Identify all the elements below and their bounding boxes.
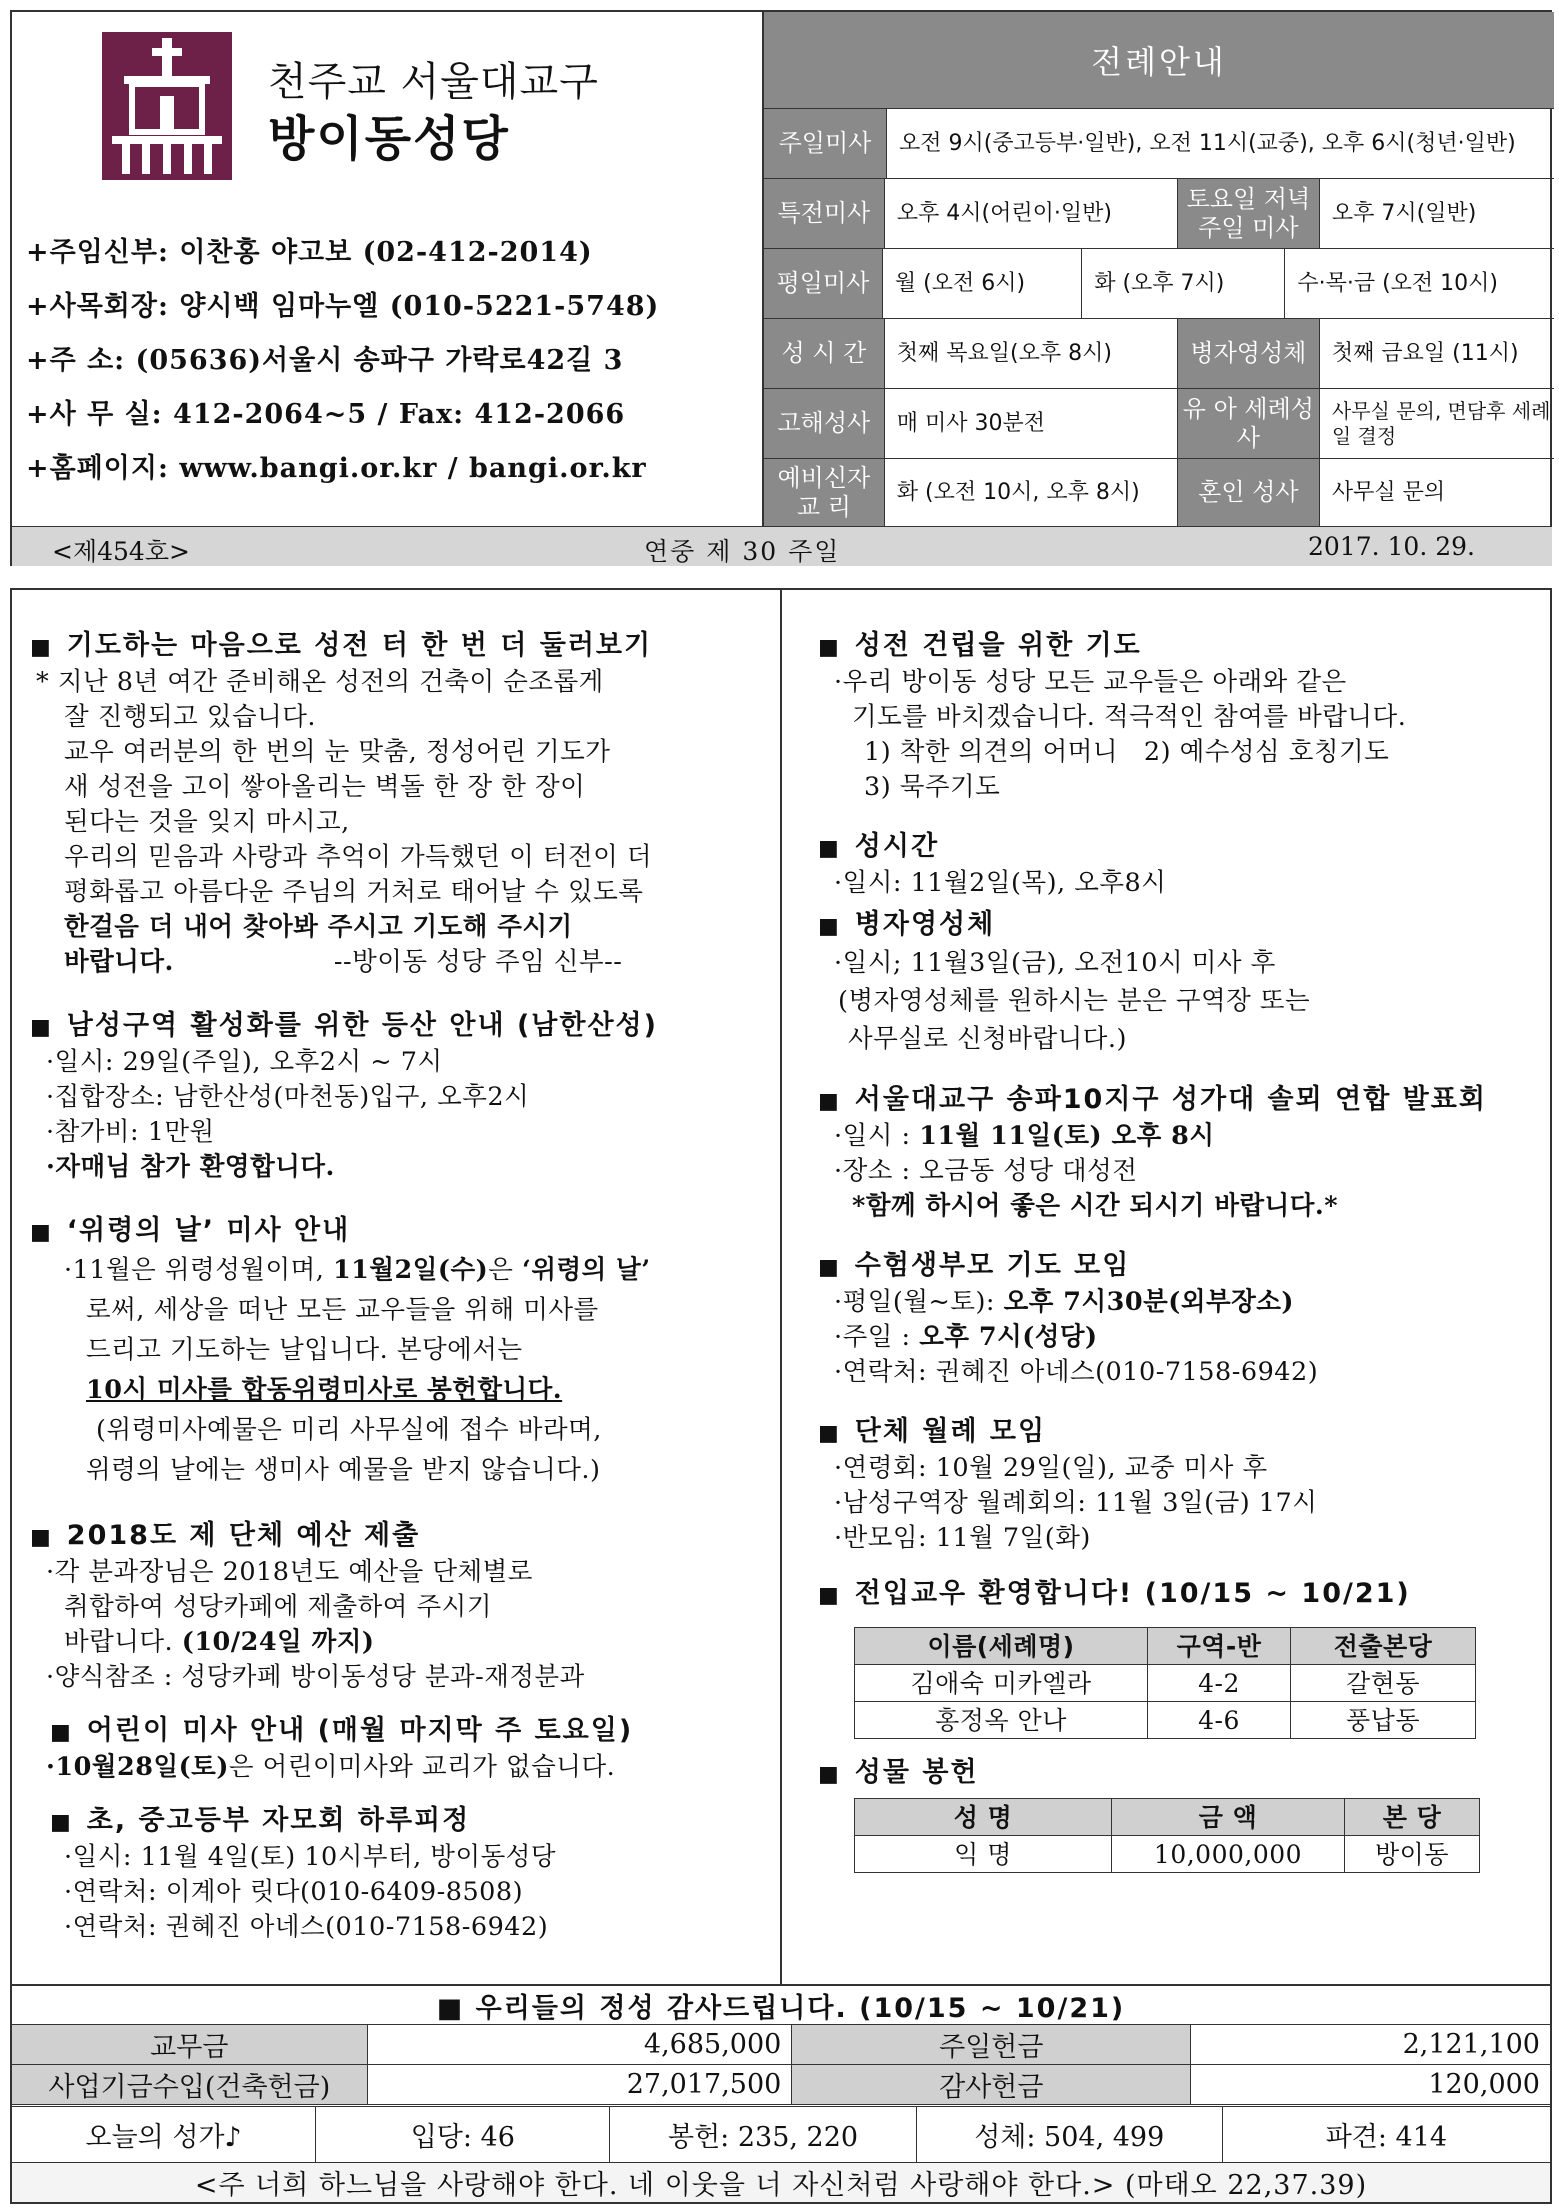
notice-site-visit-closing: 바랍니다.: [64, 947, 174, 977]
contact-address: +주 소: (05636)서울시 송파구 가락로42길 3: [26, 345, 624, 376]
donations-table: [854, 1798, 1480, 1873]
offerings-footer: [10, 1986, 1552, 2204]
confession-label: 고해성사: [764, 389, 885, 458]
sunday-collection-amount: 2,121,100: [1402, 2029, 1540, 2060]
all-souls-date: 11월2일(수): [332, 1255, 489, 1285]
notice-site-visit-bold-2: [30, 945, 770, 980]
newcomer-name: 김애숙 미카엘라: [855, 1665, 1148, 1702]
weekday-mass-row: [764, 248, 1554, 318]
contact-office: +사 무 실: 412-2064~5 / Fax: 412-2066: [26, 399, 626, 430]
catechumen-row: [764, 458, 1554, 526]
notice-title-all-souls: ■ ‘위령의 날’ 미사 안내: [30, 1213, 770, 1250]
notice-retreat-line-2: ·연락처: 권혜진 아네스(010-7158-6942): [64, 1912, 549, 1942]
table-row: [855, 1702, 1476, 1739]
notice-title-monthly-meetings: ■ 단체 월례 모임: [818, 1414, 1543, 1451]
notice-title-newcomers: ■ 전입교우 환영합니다! (10/15 ~ 10/21): [818, 1576, 1543, 1613]
notice-title-choir-concert: ■ 서울대교구 송파10지구 성가대 솔뫼 연합 발표회: [818, 1082, 1543, 1119]
notice-title-budget: ■ 2018도 제 단체 예산 제출: [30, 1518, 770, 1555]
confession-time: 매 미사 30분전: [885, 389, 1178, 458]
notice-title-holy-hour: ■ 성시간: [818, 829, 1543, 866]
notice-sick-communion-line-2: 사무실로 신청바랍니다.): [848, 1024, 1127, 1054]
sunday-mass-row: [764, 108, 1554, 178]
bulletin-header: [10, 10, 1552, 566]
scripture-quote: <주 너희 하느님을 사랑해야 한다. 네 이웃을 너 자신처럼 사랑해야 한다.> (마태오 22,37.39): [12, 2162, 1550, 2202]
newcomer-parish: 풍납동: [1291, 1702, 1476, 1739]
all-souls-day: ‘위령의 날’: [521, 1255, 651, 1285]
notice-site-visit-line-6: 평화롭고 아름다운 주님의 거처로 태어날 수 있도록: [64, 877, 644, 907]
notice-budget-line-1: ·각 분과장님은 2018년도 예산을 단체별로: [46, 1557, 533, 1587]
archdiocese-name: 천주교 서울대교구: [268, 59, 599, 105]
table-row: [855, 1665, 1476, 1702]
weekday-tuesday: 화 (오후 7시): [1082, 249, 1285, 318]
notice-children-mass-line: [30, 1750, 770, 1785]
parish-name: 방이동성당: [268, 111, 510, 167]
budget-deadline: (10/24일 까지): [181, 1627, 375, 1657]
catechumen-label: 예비신자 교 리: [764, 459, 885, 526]
sick-communion-label: 병자영성체: [1178, 319, 1320, 388]
notice-all-souls-line-4: 10시 미사를 합동위령미사로 봉헌합니다.: [86, 1375, 563, 1405]
weekday-monday: 월 (오전 6시): [883, 249, 1082, 318]
table-header-row: [855, 1799, 1480, 1836]
notice-site-visit-line-0: * 지난 8년 여간 준비해온 성전의 건축이 순조롭게: [36, 667, 604, 697]
notice-title-site-visit: ■ 기도하는 마음으로 성전 터 한 번 더 둘러보기: [30, 628, 770, 665]
newcomer-parish: 갈현동: [1291, 1665, 1476, 1702]
notice-hiking-line-0: ·일시: 29일(주일), 오후2시 ~ 7시: [46, 1047, 443, 1077]
saturday-evening-mass-time: 오후 7시(일반): [1331, 200, 1477, 226]
exam-sunday-label: ·주일 :: [834, 1322, 920, 1352]
building-fund-label: 사업기금수입(건축헌금): [12, 2065, 368, 2104]
tithe-amount: 4,685,000: [368, 2025, 793, 2064]
infant-baptism-label: 유 아 세례성사: [1178, 389, 1320, 458]
table-header-row: [855, 1628, 1476, 1665]
notice-all-souls-line-6: 위령의 날에는 생미사 예물을 받지 않습니다.): [86, 1455, 601, 1485]
notice-site-visit-bold-1: 한걸음 더 내어 찾아봐 주시고 기도해 주시기: [64, 912, 573, 942]
choir-date-label: ·일시 :: [834, 1121, 920, 1151]
notice-choir-line-3: *함께 하시어 좋은 시간 되시기 바랍니다.*: [852, 1191, 1339, 1221]
anticipated-mass-time: 오후 4시(어린이·일반): [885, 179, 1178, 248]
notice-prayer-line-0: ·우리 방이동 성당 모든 교우들은 아래와 같은: [834, 667, 1347, 697]
notice-title-exam-parents: ■ 수험생부모 기도 모임: [818, 1248, 1543, 1285]
left-column: [30, 628, 770, 1945]
liturgy-schedule-table: [762, 12, 1552, 526]
notice-all-souls-line-5: (위령미사예물은 미리 사무실에 접수 바라며,: [96, 1415, 602, 1445]
building-fund-amount: 27,017,500: [368, 2065, 793, 2104]
issue-number: <제454호>: [52, 537, 190, 566]
notice-site-visit-line-3: 새 성전을 고이 쌓아올리는 벽돌 한 장 한 장이: [64, 772, 586, 802]
infant-baptism-info: 사무실 문의, 면담후 세례일 결정: [1331, 398, 1551, 448]
sunday-mass-label: 주일미사: [764, 109, 887, 178]
notice-meetings-line-0: ·연령회: 10월 29일(일), 교중 미사 후: [834, 1453, 1268, 1483]
anticipated-mass-row: [764, 178, 1554, 248]
notice-all-souls-line-1: [30, 1250, 770, 1290]
catechumen-time: 화 (오전 10시, 오후 8시): [885, 459, 1178, 526]
notice-exam-line-2: [818, 1320, 1543, 1355]
weekday-wed-thu-fri: 수·목·금 (오전 10시): [1297, 270, 1498, 296]
newcomer-name: 홍정옥 안나: [855, 1702, 1148, 1739]
donation-amount: 10,000,000: [1112, 1836, 1345, 1873]
col-district: 구역-반: [1148, 1628, 1291, 1665]
notice-hiking-line-2: ·참가비: 1만원: [46, 1117, 215, 1147]
notice-site-visit-line-1: 잘 진행되고 있습니다.: [64, 702, 317, 732]
notice-title-donations: ■ 성물 봉헌: [818, 1755, 1543, 1792]
notice-budget-line-2: 취합하여 성당카페에 제출하여 주시기: [64, 1592, 492, 1622]
notice-sick-communion-line-0: ·일시; 11월3일(금), 오전10시 미사 후: [834, 948, 1276, 978]
church-logo-icon: [102, 32, 232, 180]
right-column: [818, 628, 1543, 1873]
notice-meetings-line-2: ·반모임: 11월 7일(화): [834, 1523, 1091, 1553]
weekday-mass-label: 평일미사: [764, 249, 883, 318]
holy-hour-row: [764, 318, 1554, 388]
saturday-evening-mass-label: 토요일 저녁 주일 미사: [1178, 179, 1320, 248]
children-mass-date: ·10월28일(토): [46, 1752, 229, 1782]
hymns-label: 오늘의 성가♪: [12, 2107, 316, 2162]
offerings-row-2: [12, 2064, 1550, 2104]
wedding-info: 사무실 문의: [1331, 479, 1446, 505]
notice-retreat-line-0: ·일시: 11월 4일(토) 10시부터, 방이동성당: [64, 1842, 556, 1872]
notice-prayer-line-2: 1) 착한 의견의 어머니 2) 예수성심 호칭기도: [864, 737, 1390, 767]
offerings-title: ■ 우리들의 정성 감사드립니다. (10/15 ~ 10/21): [436, 1992, 1126, 2024]
col-amount: 금 액: [1112, 1799, 1345, 1836]
wedding-label: 혼인 성사: [1178, 459, 1320, 526]
col-name: 이름(세례명): [855, 1628, 1148, 1665]
notice-prayer-line-3: 3) 묵주기도: [864, 772, 1001, 802]
notice-budget-line-3: [30, 1625, 770, 1660]
hymn-communion: 성체: 504, 499: [917, 2107, 1223, 2162]
children-mass-text: 은 어린이미사와 교리가 없습니다.: [228, 1752, 616, 1782]
newcomer-district: 4-6: [1148, 1702, 1291, 1739]
notice-hiking-line-1: ·집합장소: 남한산성(마천동)입구, 오후2시: [46, 1082, 530, 1112]
notice-site-visit-line-4: 된다는 것을 잊지 마시고,: [64, 807, 350, 837]
notice-choir-line-1: [818, 1119, 1543, 1154]
tithe-label: 교무금: [12, 2025, 368, 2064]
issue-date: 2017. 10. 29.: [1308, 532, 1475, 561]
offerings-row-1: [12, 2024, 1550, 2064]
notice-budget-line-4: ·양식참조 : 성당카페 방이동성당 분과-재정분과: [46, 1662, 585, 1692]
newcomer-district: 4-2: [1148, 1665, 1291, 1702]
notice-title-prayer: ■ 성전 건립을 위한 기도: [818, 628, 1543, 665]
donor-name: 익 명: [855, 1836, 1112, 1873]
confession-row: [764, 388, 1554, 458]
notice-all-souls-line-3: 드리고 기도하는 날입니다. 본당에서는: [86, 1335, 523, 1365]
notice-sick-communion-line-1: (병자영성체를 원하시는 분은 구역장 또는: [838, 986, 1311, 1016]
sunday-collection-label: 주일헌금: [792, 2025, 1191, 2064]
notice-site-visit-line-5: 우리의 믿음과 사랑과 추억이 가득했던 이 터전이 더: [64, 842, 653, 872]
newcomers-table: [854, 1627, 1476, 1739]
table-row: [855, 1836, 1480, 1873]
hymn-entrance: 입당: 46: [316, 2107, 610, 2162]
thanksgiving-label: 감사헌금: [792, 2065, 1191, 2104]
anticipated-mass-label: 특전미사: [764, 179, 885, 248]
pastor-signature: --방이동 성당 주임 신부--: [333, 947, 623, 977]
notice-exam-line-3: ·연락처: 권혜진 아네스(010-7158-6942): [834, 1357, 1319, 1387]
contact-pastor: +주임신부: 이찬홍 야고보 (02-412-2014): [26, 237, 593, 268]
col-donor: 성 명: [855, 1799, 1112, 1836]
column-divider: [780, 590, 782, 1986]
issue-bar: [12, 526, 1552, 566]
all-souls-text-c: 은: [488, 1255, 522, 1285]
hymn-offertory: 봉헌: 235, 220: [610, 2107, 916, 2162]
sick-communion-time: 첫째 금요일 (11시): [1331, 340, 1519, 366]
notice-exam-line-1: [818, 1285, 1543, 1320]
notice-choir-line-2: ·장소 : 오금동 성당 대성전: [834, 1156, 1138, 1186]
notice-title-sick-communion: ■ 병자영성체: [818, 907, 1543, 944]
choir-date: 11월 11일(토) 오후 8시: [919, 1121, 1215, 1151]
holy-hour-label: 성 시 간: [764, 319, 885, 388]
notice-hiking-bold: ·자매님 참가 환영합니다.: [46, 1152, 335, 1182]
notice-title-children-mass: ■ 어린이 미사 안내 (매월 마지막 주 토요일): [30, 1713, 770, 1750]
exam-weekday-label: ·평일(월~토):: [834, 1287, 1004, 1317]
sunday-mass-times: 오전 9시(중고등부·일반), 오전 11시(교중), 오후 6시(청년·일반): [898, 130, 1516, 156]
thanksgiving-amount: 120,000: [1428, 2069, 1540, 2100]
notice-all-souls-line-2: 로써, 세상을 떠난 모든 교우들을 위해 미사를: [86, 1295, 599, 1325]
notice-holy-hour-line: ·일시: 11월2일(목), 오후8시: [834, 868, 1167, 898]
notice-site-visit-line-2: 교우 여러분의 한 번의 눈 맞춤, 정성어린 기도가: [64, 737, 611, 767]
hymn-recessional: 파견: 414: [1325, 2122, 1448, 2153]
all-souls-text-a: ·11월은 위령성월이며,: [64, 1255, 333, 1285]
hymns-row: [12, 2104, 1550, 2162]
notice-retreat-line-1: ·연락처: 이계아 릿다(010-6409-8508): [64, 1877, 524, 1907]
exam-weekday-time: 오후 7시30분(외부장소): [1003, 1287, 1294, 1317]
liturgical-sunday: 연중 제 30 주일: [644, 537, 841, 566]
holy-hour-time: 첫째 목요일(오후 8시): [885, 319, 1178, 388]
notice-prayer-line-1: 기도를 바치겠습니다. 적극적인 참여를 바랍니다.: [852, 702, 1407, 732]
budget-text: 바랍니다.: [64, 1627, 182, 1657]
donor-parish: 방이동: [1345, 1836, 1480, 1873]
col-previous-parish: 전출본당: [1291, 1628, 1476, 1665]
liturgy-title: 전례안내: [764, 12, 1554, 108]
notice-meetings-line-1: ·남성구역장 월례회의: 11월 3일(금) 17시: [834, 1488, 1318, 1518]
exam-sunday-time: 오후 7시(성당): [919, 1322, 1098, 1352]
notice-title-hiking: ■ 남성구역 활성화를 위한 등산 안내 (남한산성): [30, 1008, 770, 1045]
notice-title-retreat: ■ 초, 중고등부 자모회 하루피정: [30, 1803, 770, 1840]
contact-homepage: +홈페이지: www.bangi.or.kr / bangi.or.kr: [26, 453, 647, 484]
col-parish: 본 당: [1345, 1799, 1480, 1836]
contact-council-president: +사목회장: 양시백 임마누엘 (010-5221-5748): [26, 291, 660, 322]
